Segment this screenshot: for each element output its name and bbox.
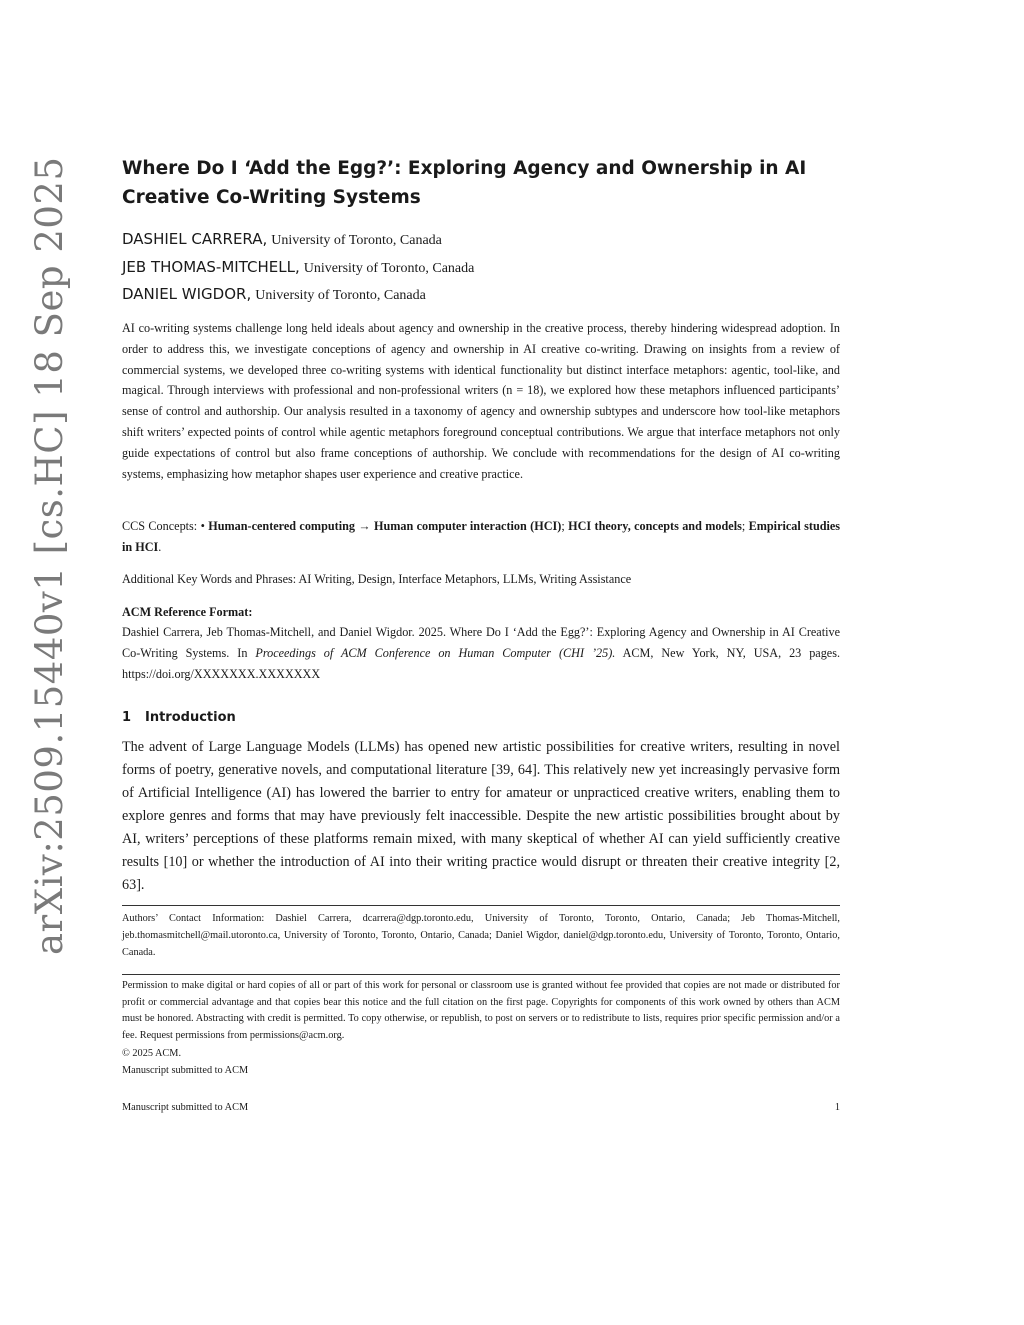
page-number: 1 <box>834 1102 840 1113</box>
ccs-concept: Human-centered computing <box>208 519 355 533</box>
page-footer <box>122 1100 840 1116</box>
paper-title: Where Do I ‘Add the Egg?’: Exploring Agency and Ownership in AI Creative Co-Writing Systems <box>122 158 807 208</box>
author-entry <box>122 227 840 255</box>
permission-notice: Permission to make digital or hard copies of all or part of this work for personal or classroom use is granted without fee provided that copies are not made or distributed for profit or commercial advantage and that copies bear this notice and the full citation on the first page. Copyrights for components of this work owned by others than ACM must be honored. Abstracting with credit is permitted. To copy otherwise, or republish, to post on servers or to redistribute to lists, requires prior specific permission and/or a fee. Request permissions from permissions@acm.org. <box>122 980 840 1042</box>
keywords: Additional Key Words and Phrases: AI Writing, Design, Interface Metaphors, LLMs, Writing Assistance <box>122 572 632 586</box>
abstract: AI co-writing systems challenge long held ideals about agency and ownership in the creative process, thereby hindering widespread adoption. In order to address this, we investigate conceptions of agency and ownership in AI creative co-writing. Drawing on insights from a review of commercial systems, we developed three co-writing systems with identical functionality but distinct interface metaphors: agentic, tool-like, and magical. Through interviews with professional and non-professional writers (n = 18), we explored how these metaphors influenced participants’ sense of control and authorship. Our analysis resulted in a taxonomy of agency and ownership subtypes and underscore how tool-like metaphors shift writers’ expected points of control while agentic metaphors foreground conceptual contributions. We argue that interface metaphors not only guide expectations of control but also frame conceptions of authorship. We conclude with recommendations for the design of AI co-writing systems, emphasizing how metaphor shapes user experience and creative practice. <box>122 321 840 481</box>
author-name: JEB THOMAS-MITCHELL, <box>122 257 300 276</box>
acm-reference-venue: Proceedings of ACM Conference on Human Computer (CHI ’25). <box>255 645 616 660</box>
ccs-concept: Human computer interaction (HCI) <box>373 519 562 533</box>
arxiv-stamp: arXiv:2509.15440v1 [cs.HC] 18 Sep 2025 <box>28 156 71 955</box>
author-affiliation: University of Toronto, Canada <box>255 288 426 303</box>
acm-reference-text: Dashiel Carrera, Jeb Thomas-Mitchell, and Daniel Wigdor. 2025. Where Do I ‘Add the Egg?’: Exploring Agency and Ownership in AI Creative Co-Writing Systems. In <box>122 625 840 660</box>
ccs-end: . <box>158 539 162 554</box>
author-affiliation: University of Toronto, Canada <box>271 233 442 248</box>
section-title: Introduction <box>145 710 236 725</box>
ccs-separator: ; <box>561 519 565 533</box>
author-name: DANIEL WIGDOR, <box>122 285 252 303</box>
ccs-arrow: → <box>358 519 371 533</box>
ccs-separator: ; <box>741 519 746 533</box>
author-entry <box>122 255 840 283</box>
intro-paragraph: The advent of Large Language Models (LLMs) has opened new artistic possibilities for creative writers, resulting in novel forms of poetry, generative novels, and computational literature [39, 64]. This relatively new yet increasingly pervasive form of Artificial Intelligence (AI) has lowered the barrier to entry for amateur or unpracticed creative writers, enabling them to explore genres and forms that may have previously felt inaccessible. Despite the new artistic possibilities brought about by AI, writers’ perceptions of these platforms remain mixed, with many skeptical of whether AI can yield sufficiently creative results [10] or whether the introduction of AI into their writing practice would disrupt or threaten their creative integrity [2, 63]. <box>122 739 840 893</box>
manuscript-note: Manuscript submitted to ACM <box>122 1065 249 1076</box>
author-affiliation: University of Toronto, Canada <box>303 260 475 276</box>
copyright-notice: © 2025 ACM. <box>122 1048 182 1059</box>
acm-reference-tail: ACM, New York, NY, USA, 23 pages. https://doi.org/XXXXXXX.XXXXXXX <box>122 645 840 681</box>
ccs-concepts <box>122 516 840 558</box>
ccs-label: CCS Concepts: • <box>122 519 205 533</box>
permission-divider <box>122 974 840 975</box>
author-name: DASHIEL CARRERA, <box>122 230 268 248</box>
ccs-concept: HCI theory, concepts and models <box>568 519 742 533</box>
ccs-concept: Empirical studies in HCI <box>122 519 841 554</box>
footer-venue: Manuscript submitted to ACM <box>122 1102 249 1113</box>
author-contact-info: Authors’ Contact Information: Dashiel Carrera, dcarrera@dgp.toronto.edu, University of Toronto, Toronto, Ontario, Canada; Jeb Thomas-Mitchell, jeb.thomasmitchell@mail.utoronto.ca, University of Toronto, Toronto, Ontario, Canada; Daniel Wigdor, daniel@dgp.toronto.edu, University of Toronto, Toronto, Ontario, Canada. <box>122 913 840 958</box>
acm-reference-heading: ACM Reference Format: <box>122 605 253 619</box>
author-entry <box>122 282 840 310</box>
footnote-divider <box>122 905 840 906</box>
section-number: 1 <box>122 710 132 725</box>
section-heading <box>122 707 236 729</box>
acm-reference <box>122 622 840 684</box>
author-list <box>122 227 840 310</box>
